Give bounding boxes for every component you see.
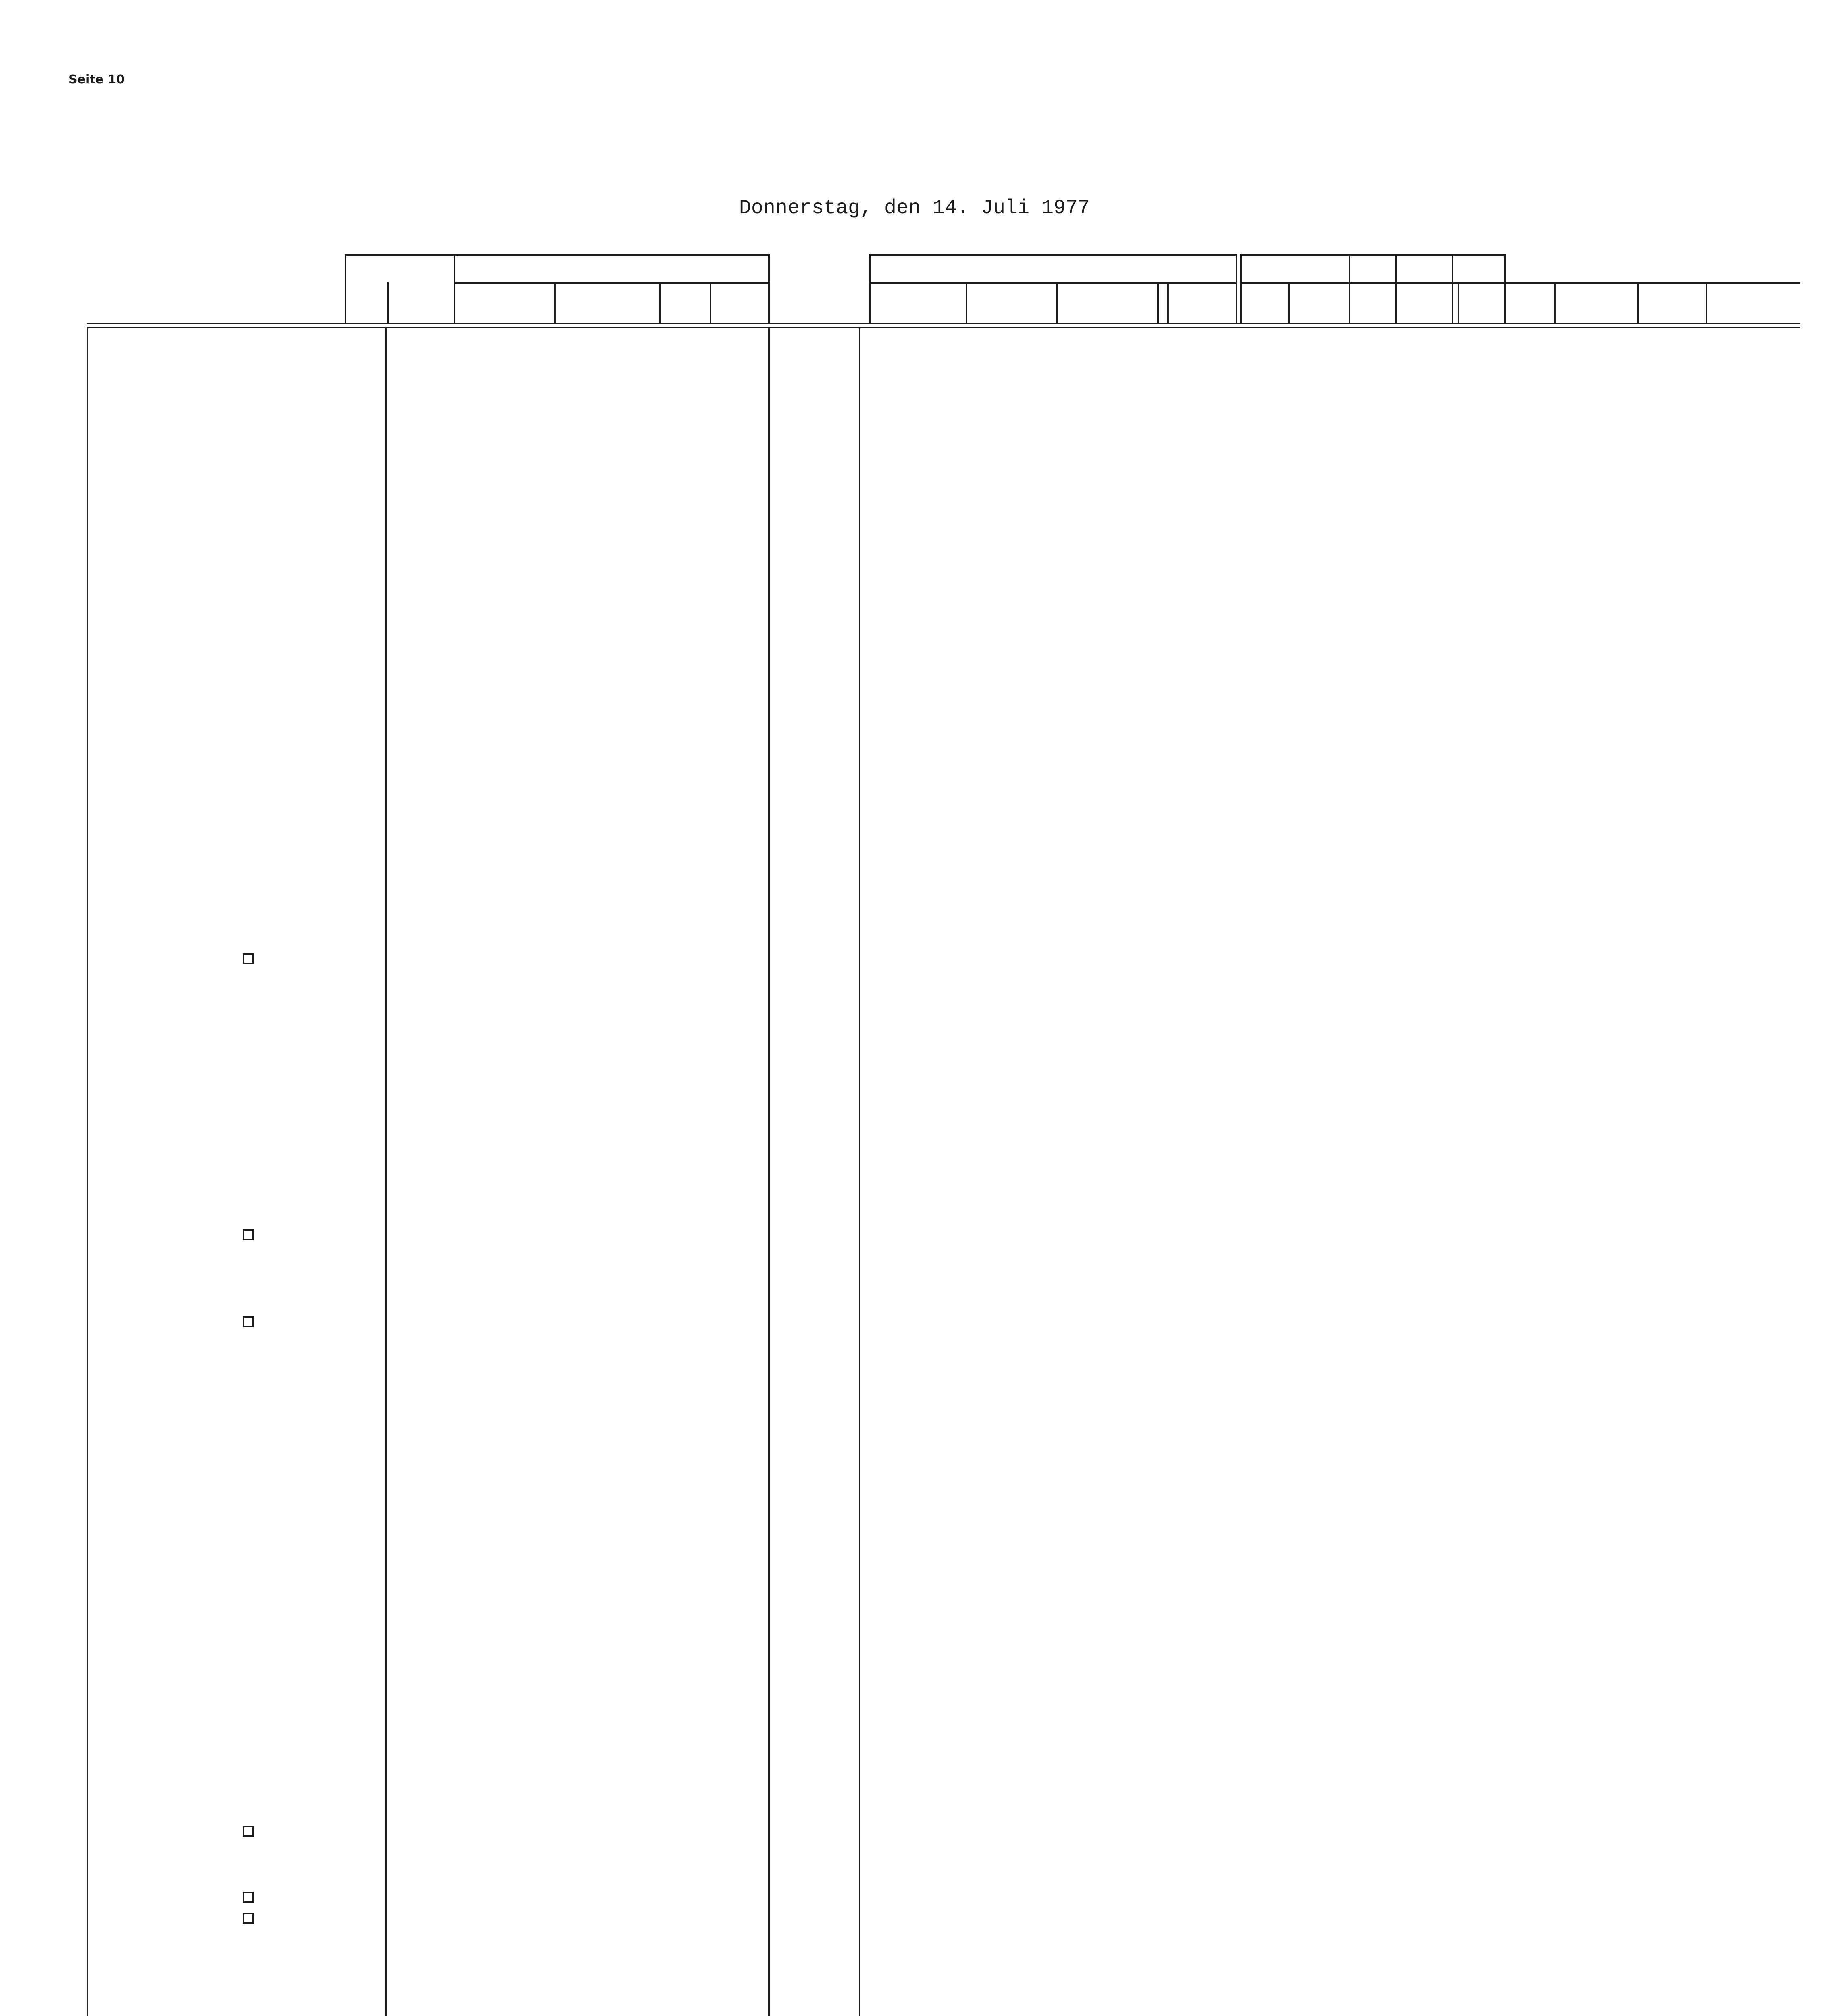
header-subdivider (1395, 254, 1397, 323)
header-divider (454, 254, 455, 323)
header-mid-rule (869, 282, 1236, 284)
station-box-marker (243, 1826, 254, 1837)
header-subdivider (554, 282, 556, 323)
date-heading: Donnerstag, den 14. Juli 1977 (739, 197, 1090, 220)
header-bottom-rule (87, 323, 1800, 324)
header-subdivider (1554, 282, 1556, 323)
header-subdivider (1056, 282, 1058, 323)
header-subdivider (1458, 282, 1459, 323)
header-subdivider (1637, 282, 1639, 323)
header-subdivider (1157, 282, 1159, 323)
header-top-rule (345, 254, 768, 256)
header-subdivider (659, 282, 661, 323)
header-top-rule (1240, 254, 1504, 256)
column-rule (87, 328, 88, 2016)
station-box-marker (243, 953, 254, 964)
header-subdivider (1452, 254, 1453, 323)
column-rule (859, 328, 860, 2016)
header-subdivider (345, 254, 346, 323)
header-divider (1236, 254, 1237, 323)
header-subdivider (387, 282, 389, 323)
station-box-marker (243, 1229, 254, 1240)
station-box-marker (243, 1316, 254, 1327)
header-mid-rule (454, 282, 768, 284)
header-divider (1240, 254, 1242, 323)
page-label: Seite 10 (69, 73, 125, 87)
station-box-marker (243, 1913, 254, 1924)
header-subdivider (1706, 282, 1707, 323)
header-divider (768, 254, 770, 323)
header-top-rule (869, 254, 1236, 256)
header-bottom-rule (87, 327, 1800, 328)
header-subdivider (966, 282, 967, 323)
header-divider (1504, 254, 1506, 323)
column-rule (768, 328, 770, 2016)
header-subdivider (1349, 254, 1350, 323)
header-mid-rule (1240, 282, 1800, 284)
column-rule (385, 328, 387, 2016)
header-subdivider (710, 282, 711, 323)
header-subdivider (1288, 282, 1290, 323)
station-box-marker (243, 1892, 254, 1903)
header-divider (869, 254, 871, 323)
header-subdivider (1167, 282, 1169, 323)
